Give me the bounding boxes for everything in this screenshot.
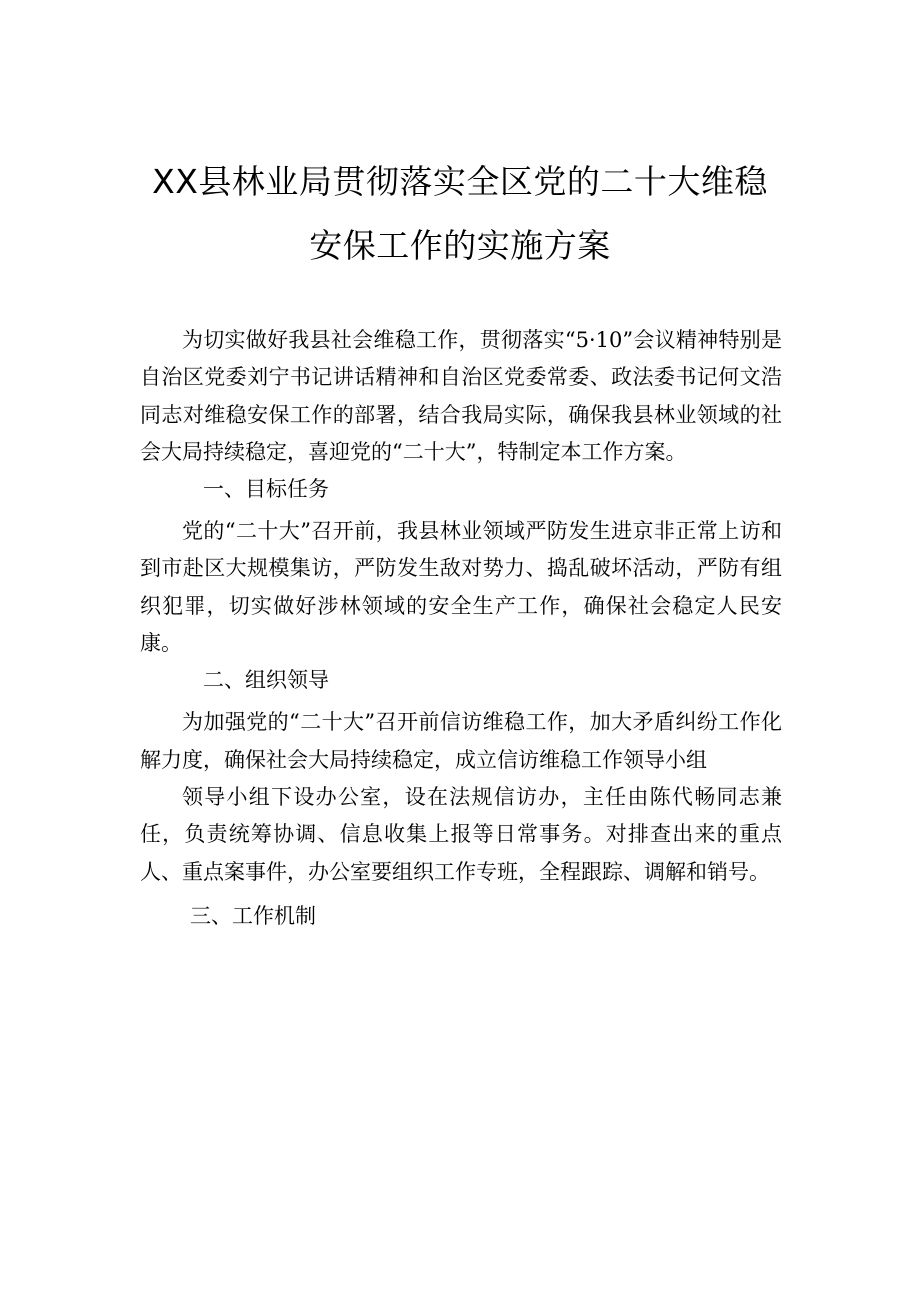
paragraph-organization-2: 领导小组下设办公室，设在法规信访办，主任由陈代畅同志兼任，负责统筹协调、信息收集上报等日常事务。对排查出来的重点人、重点案事件，办公室要组织工作专班，全程跟踪、调解和销号。 (140, 784, 782, 884)
paragraph-organization-1: 为加强党的“二十大”召开前信访维稳工作，加大矛盾纠纷工作化解力度，确保社会大局持续稳定，成立信访维稳工作领导小组 (140, 710, 782, 772)
section-heading-mechanism: 三、工作机制 (190, 903, 316, 928)
intro-paragraph: 为切实做好我县社会维稳工作，贯彻落实“5·10”会议精神特别是自治区党委刘宁书记讲话精神和自治区党委常委、政法委书记何文浩同志对维稳安保工作的部署，结合我局实际，确保我县林业领域的社会大局持续稳定，喜迎党的“二十大”，特制定本工作方案。 (140, 328, 782, 464)
document-title-line-1: XX县林业局贯彻落实全区党的二十大维稳 (152, 162, 768, 201)
document-body (140, 322, 782, 943)
section-heading-goals: 一、目标任务 (203, 477, 329, 502)
paragraph-goals: 党的“二十大”召开前，我县林业领域严防发生进京非正常上访和到市赴区大规模集访，严防发生敌对势力、捣乱破坏活动，严防有组织犯罪，切实做好涉林领域的安全生产工作，确保社会稳定人民安康。 (140, 519, 782, 656)
document-title-line-2: 安保工作的实施方案 (309, 226, 611, 265)
section-heading-organization: 二、组织领导 (203, 668, 329, 693)
